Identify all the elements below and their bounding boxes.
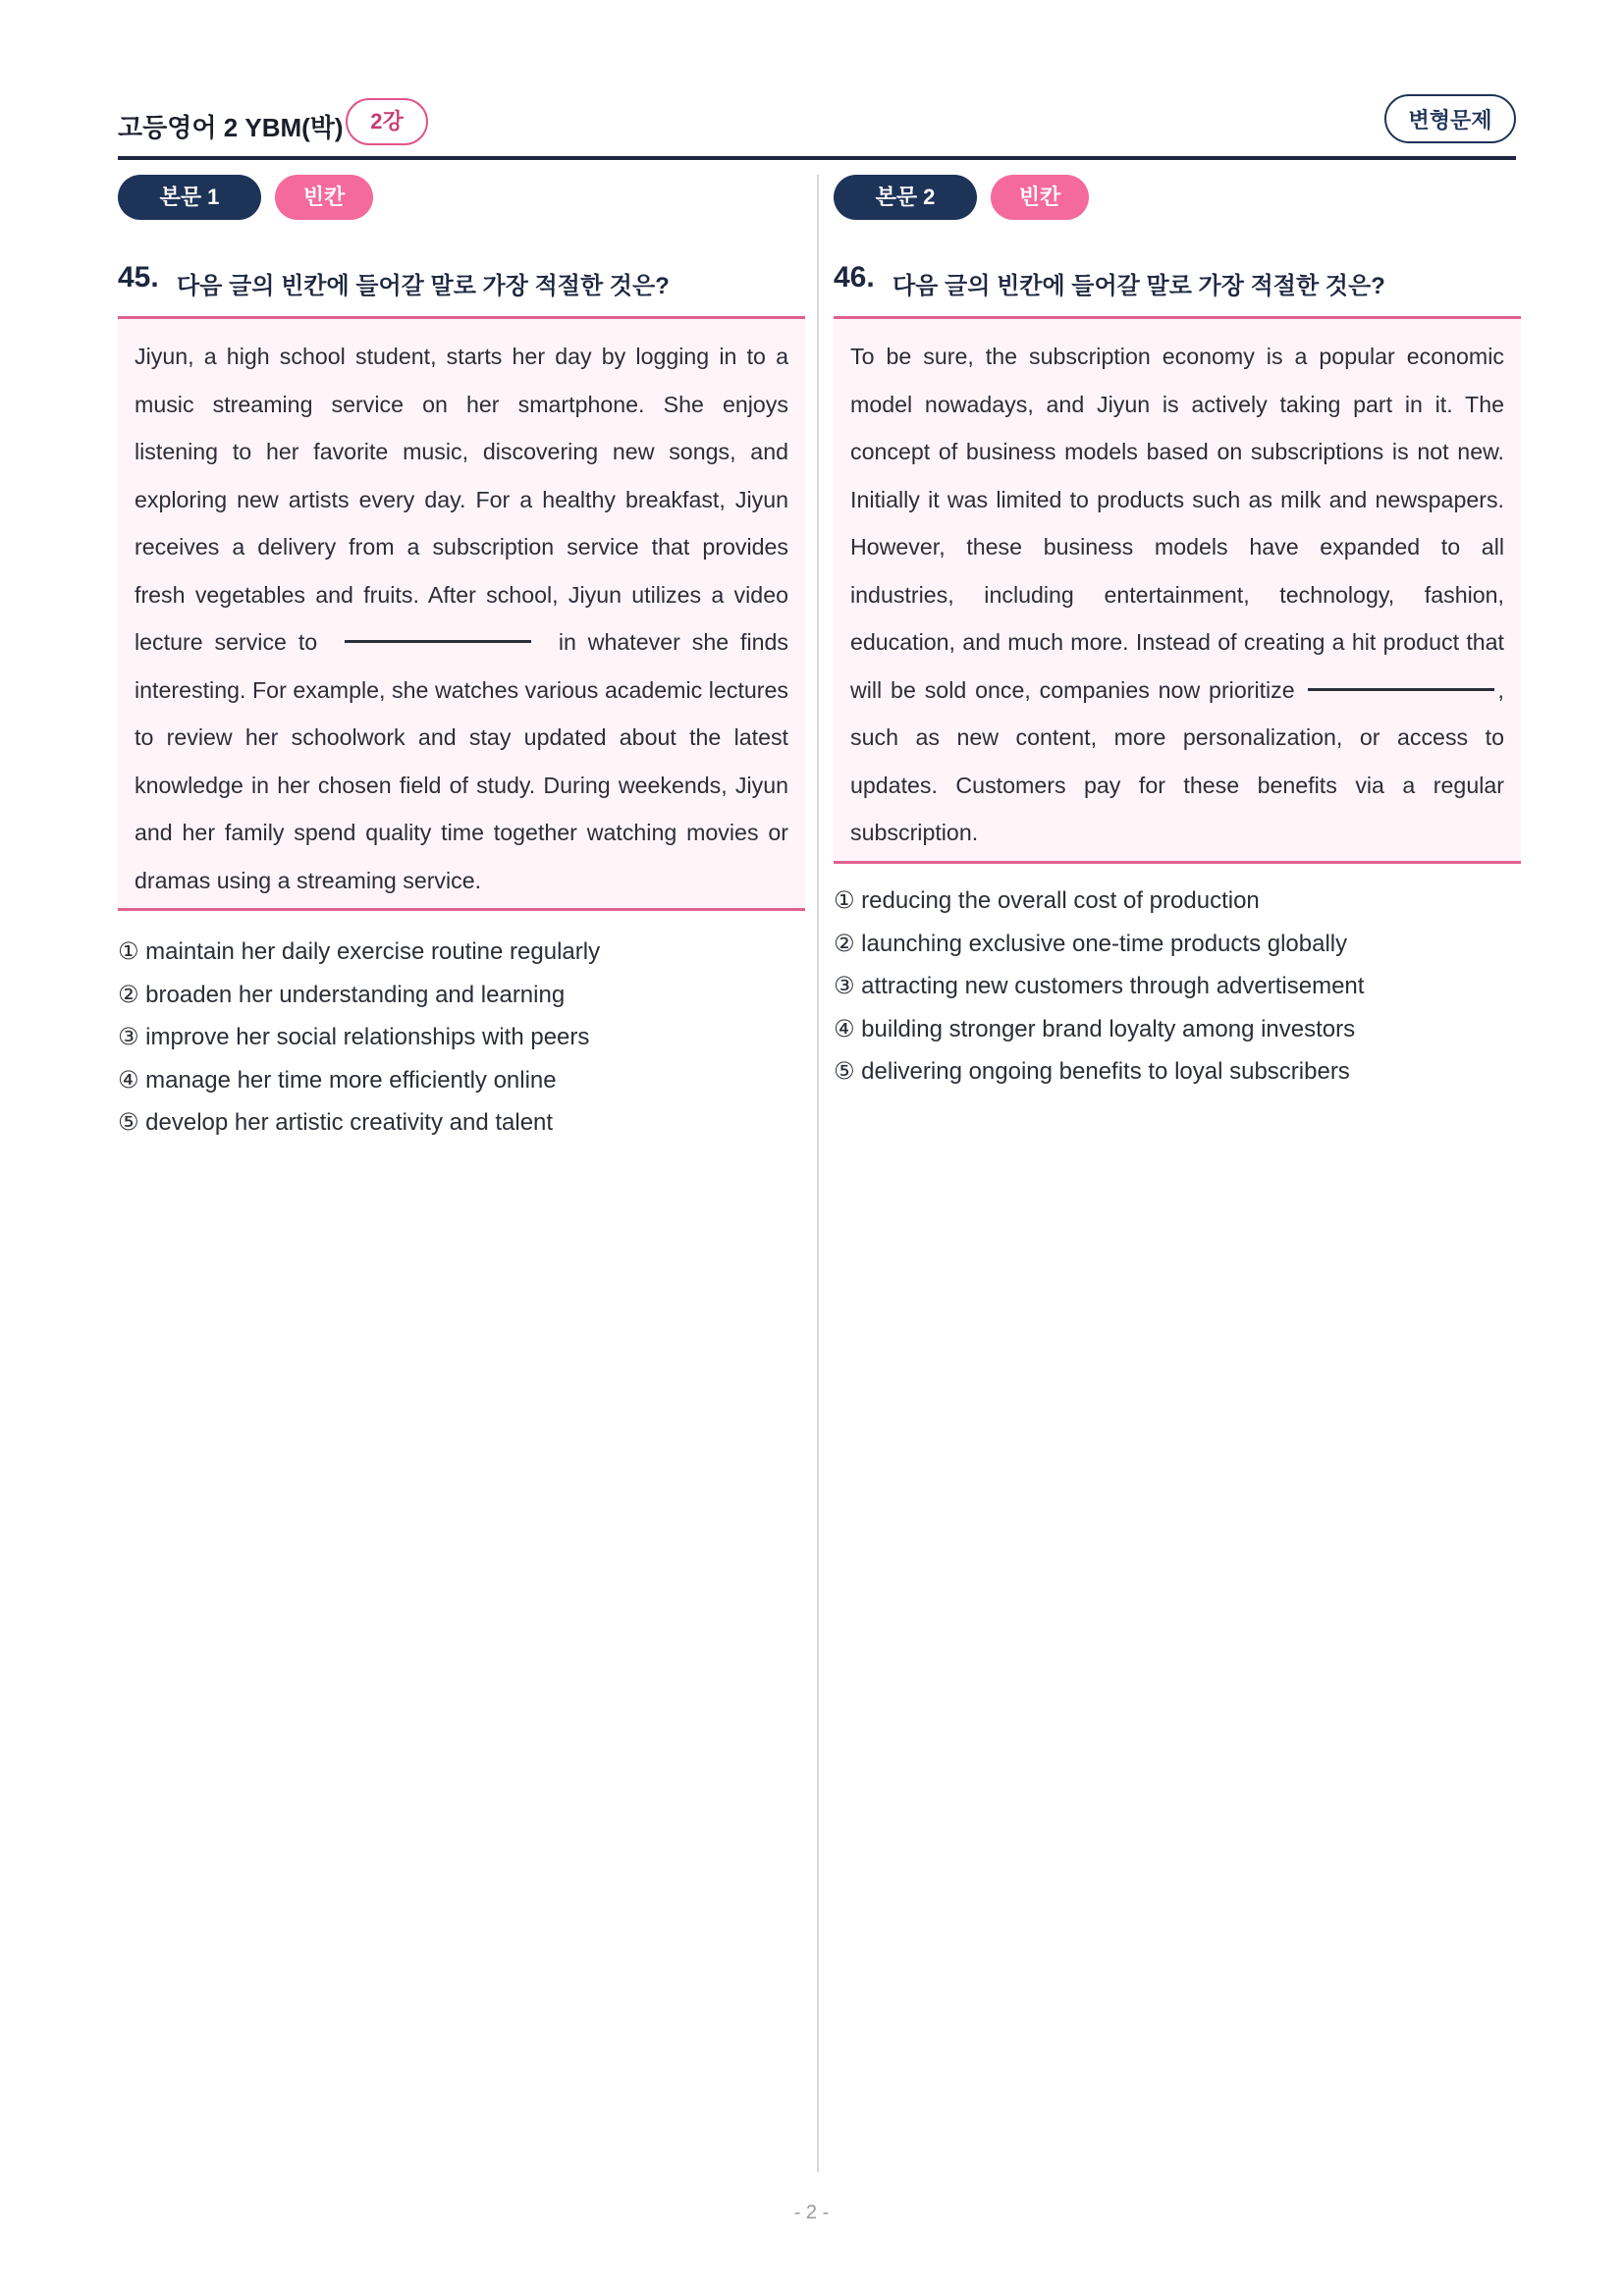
option-5[interactable]: ⑤ delivering ongoing benefits to loyal subscribers [834,1058,1350,1085]
question-prompt: 다음 글의 빈칸에 들어갈 말로 가장 적절한 것은? [893,273,1385,299]
option-5[interactable]: ⑤ develop her artistic creativity and talent [118,1109,554,1136]
option-3[interactable]: ③ improve her social relationships with peers [118,1024,590,1050]
answer-blank [345,640,531,643]
question-number: 46. [834,261,875,294]
option-2[interactable]: ② launching exclusive one-time products globally [834,930,1348,957]
option-2[interactable]: ② broaden her understanding and learning [118,981,566,1008]
question-tag: 빈칸 [991,175,1089,220]
header-rule [118,156,1516,160]
section-label: 본문 1 [118,175,261,220]
answer-options [118,931,805,1145]
book-title: 고등영어 2 YBM(박) [118,113,344,142]
passage [834,319,1521,861]
page-header [118,94,1516,157]
answer-options [834,880,1521,1094]
page-number: - 2 - [793,2202,830,2223]
section-label: 본문 2 [834,175,977,220]
passage-text-before: Jiyun, a high school student, starts her day by logging in to a music streaming service on her smartphone. She enjoys listening to her favorite music, discovering new songs, and exploring new artists every day. For a healthy breakfast, Jiyun receives a delivery from a subscription service that provides fresh vegetables and fruits. After school, Jiyun utilizes a video lecture service to [135,344,788,655]
lesson-badge: 2강 [346,98,428,145]
column-divider [817,175,819,2172]
passage [118,319,805,908]
passage-text-after: in whatever she finds interesting. For example, she watches various academic lectures to review her schoolwork and stay updated about the latest knowledge in her chosen field of study. During weekends, Jiyun and her family spend quality time together watching movies or dramas using a streaming service. [135,629,789,893]
passage-bottom-rule [834,861,1521,864]
option-1[interactable]: ① maintain her daily exercise routine regularly [118,938,601,965]
question-prompt: 다음 글의 빈칸에 들어갈 말로 가장 적절한 것은? [177,273,670,299]
question-type-badge: 변형문제 [1384,94,1516,143]
question-title [834,261,1521,300]
section-tags [834,175,1521,220]
passage-text-before: To be sure, the subscription economy is a popular economic model nowadays, and Jiyun is actively taking part in it. The concept of business models based on subscriptions is not new. Initially it was limited to products such as milk and newspapers. However, these business models have expanded to all industries, including entertainment, technology, fashion, education, and much more. Instead of creating a hit product that will be sold once, companies now prioritize [850,344,1504,703]
question-title [118,261,805,300]
option-3[interactable]: ③ attracting new customers through advertisement [834,973,1365,999]
option-1[interactable]: ① reducing the overall cost of production [834,887,1260,914]
passage-text-after: , such as new content, more personalization, or access to updates. Customers pay for these benefits via a regular subscription. [850,676,1504,845]
option-4[interactable]: ④ manage her time more efficiently online [118,1066,557,1094]
answer-blank [1308,688,1494,691]
question-tag: 빈칸 [275,175,373,220]
passage-bottom-rule [118,908,805,911]
question-45-column [118,175,805,1145]
option-4[interactable]: ④ building stronger brand loyalty among investors [834,1015,1356,1042]
question-46-column [834,175,1521,1094]
section-tags [118,175,805,220]
question-number: 45. [118,261,159,294]
